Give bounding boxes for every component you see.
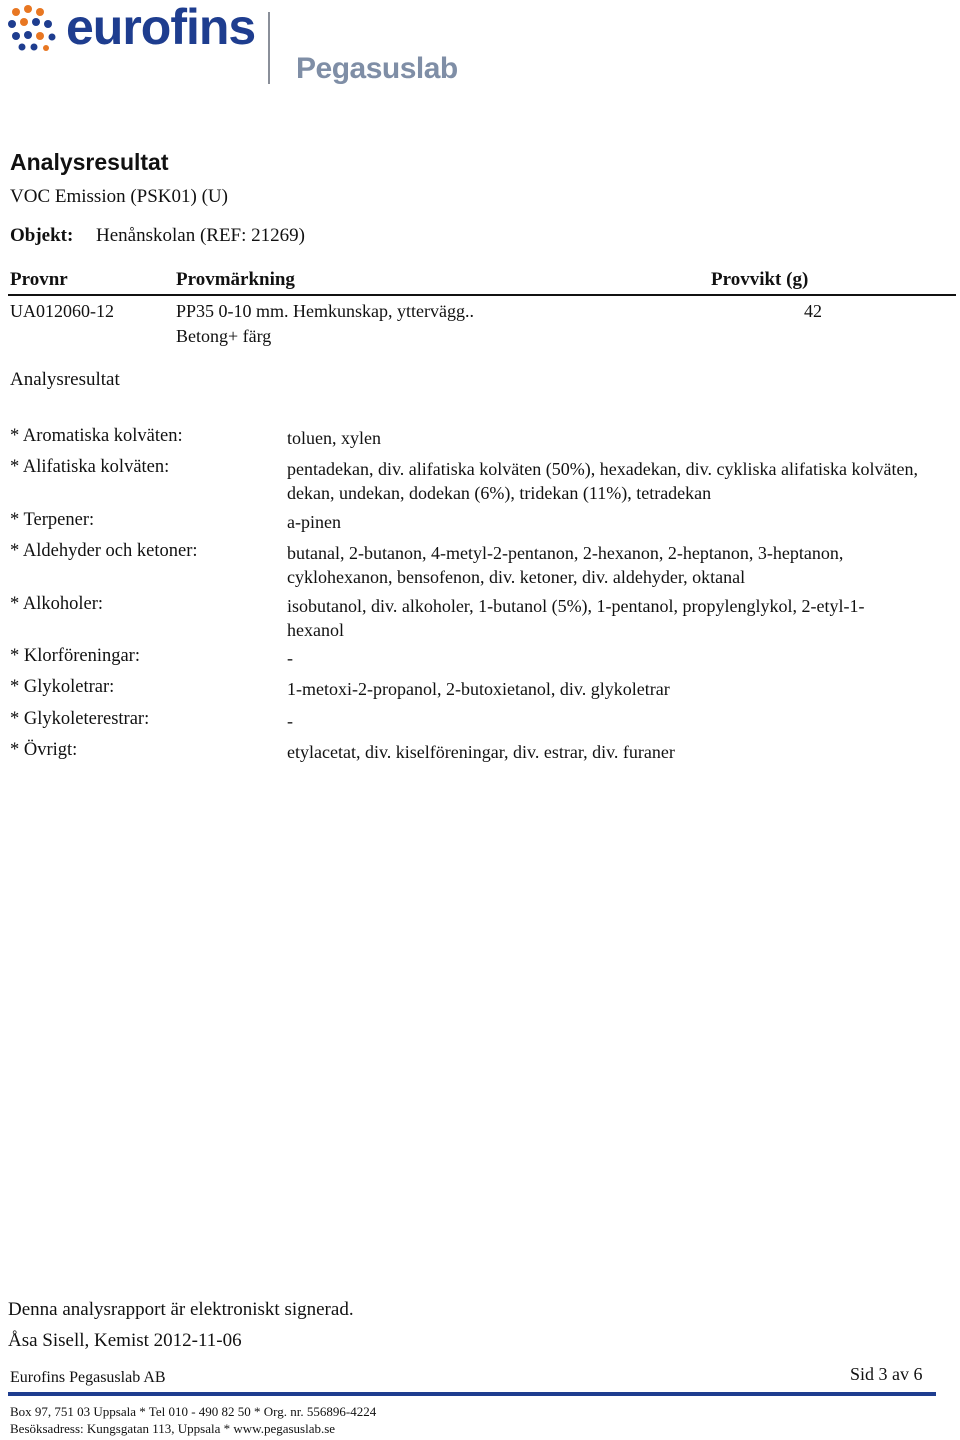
- result-value: butanal, 2-butanon, 4-metyl-2-pentanon, 2-hexanon, 2-heptanon, 3-heptanon, cyklohexanon, bensofenon, div. ketoner, div. aldehyder, oktanal: [287, 543, 844, 587]
- pegasuslab-logo-text: Pegasuslab: [296, 52, 458, 85]
- result-value: -: [287, 711, 293, 731]
- result-label: * Alifatiska kolväten:: [10, 457, 170, 477]
- result-label: * Glykoletrar:: [10, 677, 115, 697]
- footer-divider: [8, 1392, 936, 1396]
- result-label: * Aromatiska kolväten:: [10, 426, 183, 446]
- result-label: * Glykoleterestrar:: [10, 709, 150, 729]
- result-label: * Terpener:: [10, 510, 95, 530]
- result-label: * Aldehyder och ketoner:: [10, 541, 198, 561]
- company-name: Eurofins Pegasuslab AB: [10, 1369, 166, 1386]
- cell-provmarkning-line2: Betong+ färg: [176, 326, 272, 346]
- logo-divider: [268, 12, 270, 84]
- footer-address-line2: Besöksadress: Kungsgatan 113, Uppsala * www.pegasuslab.se: [10, 1421, 336, 1436]
- result-value: a-pinen: [287, 512, 341, 532]
- result-value: etylacetat, div. kiselföreningar, div. estrar, div. furaner: [287, 742, 675, 762]
- objekt-value: Henånskolan (REF: 21269): [96, 225, 305, 246]
- result-label: * Alkoholer:: [10, 594, 104, 614]
- cell-provnr: UA012060-12: [10, 301, 114, 321]
- page-number: Sid 3 av 6: [850, 1364, 923, 1384]
- result-label: * Klorföreningar:: [10, 646, 140, 666]
- results-heading: Analysresultat: [10, 369, 120, 390]
- result-value: pentadekan, div. alifatiska kolväten (50%), hexadekan, div. cykliska alifatiska kolväten, dekan, undekan, dodekan (6%), tridekan (11%), tetradekan: [287, 459, 918, 503]
- objekt-label: Objekt:: [10, 225, 74, 246]
- signed-by: Åsa Sisell, Kemist 2012-11-06: [8, 1330, 242, 1351]
- column-header-provmarkning: Provmärkning: [176, 269, 295, 290]
- result-value: toluen, xylen: [287, 428, 381, 448]
- column-header-provvikt: Provvikt (g): [711, 269, 809, 290]
- eurofins-logo-text: eurofins: [66, 0, 256, 55]
- page-title: Analysresultat: [10, 149, 169, 175]
- table-header-rule: [8, 294, 956, 296]
- result-value: 1-metoxi-2-propanol, 2-butoxietanol, div. glykoletrar: [287, 679, 670, 699]
- cell-provvikt: 42: [804, 301, 822, 321]
- result-label: * Övrigt:: [10, 740, 78, 760]
- result-value: isobutanol, div. alkoholer, 1-butanol (5%), 1-pentanol, propylenglykol, 2-etyl-1-hexanol: [287, 596, 865, 640]
- footer-address-line1: Box 97, 751 03 Uppsala * Tel 010 - 490 82 50 * Org. nr. 556896-4224: [10, 1404, 377, 1419]
- result-value: -: [287, 648, 293, 668]
- eurofins-logo-icon: [6, 4, 58, 54]
- cell-provmarkning-line1: PP35 0-10 mm. Hemkunskap, yttervägg..: [176, 301, 474, 321]
- signed-note: Denna analysrapport är elektroniskt signerad.: [8, 1299, 354, 1320]
- column-header-provnr: Provnr: [10, 269, 68, 290]
- report-subtitle: VOC Emission (PSK01) (U): [10, 186, 228, 207]
